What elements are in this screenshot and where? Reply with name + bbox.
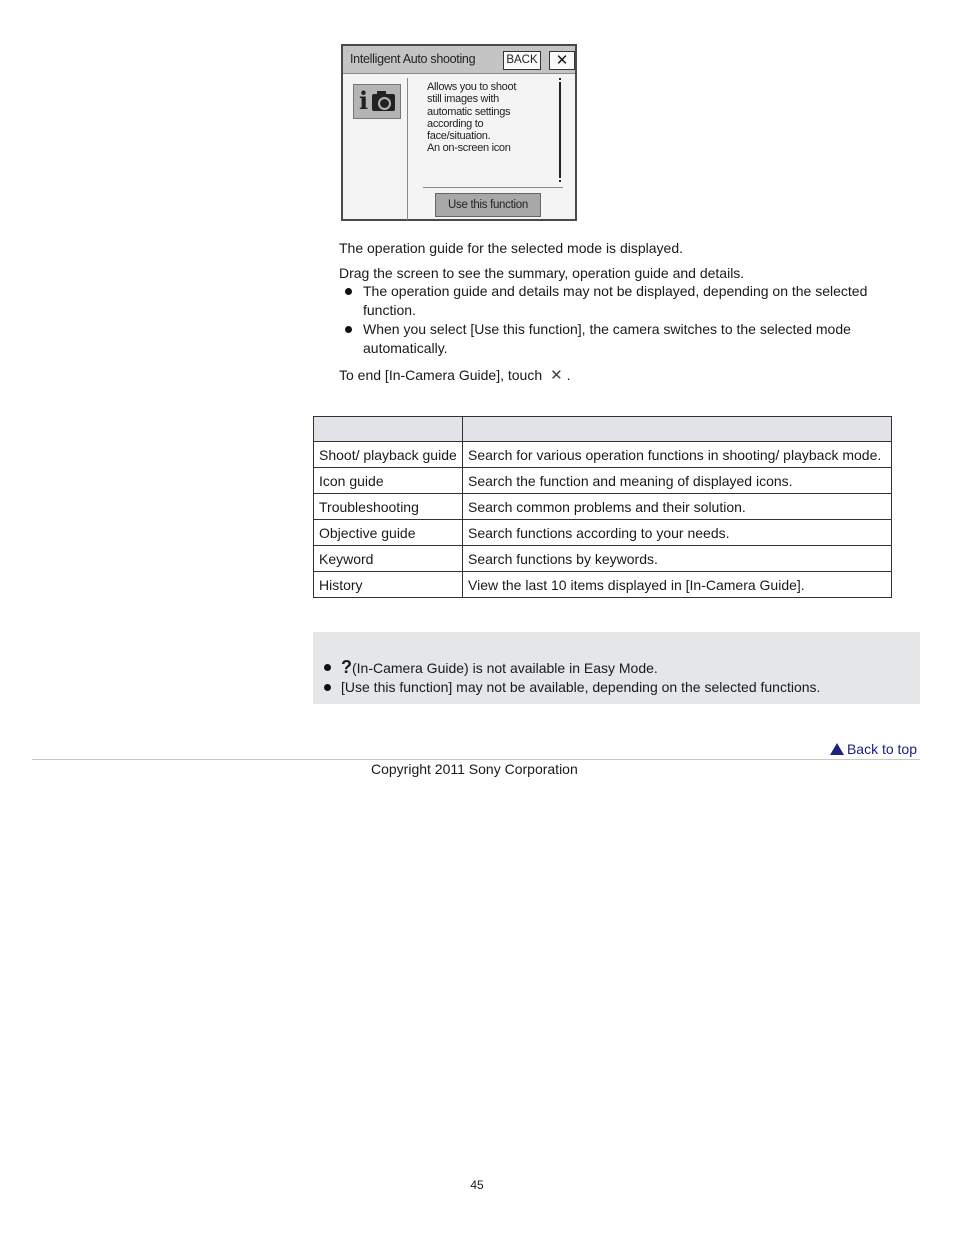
paragraph-end-guide	[339, 366, 570, 385]
camera-screen-divider	[407, 78, 408, 220]
table-cell-description: Search common problems and their solution.	[463, 494, 892, 520]
table-row	[314, 546, 892, 572]
question-mark-icon: ?	[341, 657, 352, 677]
copyright-text: Copyright 2011 Sony Corporation	[371, 761, 578, 777]
camera-close-icon: ✕	[549, 51, 575, 70]
list-item: When you select [Use this function], the camera switches to the selected mode automatically.	[339, 320, 899, 358]
guide-functions-table	[313, 416, 892, 598]
paragraph-drag-screen: Drag the screen to see the summary, operation guide and details.	[339, 265, 745, 281]
end-guide-text: To end [In-Camera Guide], touch	[339, 367, 543, 383]
table-cell-name: Icon guide	[314, 468, 463, 494]
camera-screen-description: Allows you to shoot still images with automatic settings according to face/situation. An on-screen icon	[427, 81, 517, 155]
table-row	[314, 442, 892, 468]
table-row	[314, 520, 892, 546]
table-cell-name: History	[314, 572, 463, 598]
up-triangle-icon	[830, 743, 844, 755]
camera-screen-title: Intelligent Auto shooting	[350, 52, 476, 66]
table-row	[314, 468, 892, 494]
table-cell-description: Search the function and meaning of displayed icons.	[463, 468, 892, 494]
table-cell-name: Shoot/ playback guide	[314, 442, 463, 468]
table-cell-description: Search functions by keywords.	[463, 546, 892, 572]
table-header-cell	[463, 417, 892, 442]
use-this-function-button: Use this function	[435, 193, 541, 217]
list-item	[321, 658, 911, 678]
table-header-cell	[314, 417, 463, 442]
list-item: The operation guide and details may not be displayed, depending on the selected function.	[339, 282, 899, 320]
close-x-icon: ✕	[550, 367, 563, 384]
note-box	[313, 632, 920, 704]
table-row	[314, 572, 892, 598]
intelligent-auto-camera-icon: i	[353, 84, 401, 119]
table-header-row	[314, 417, 892, 442]
table-cell-name: Troubleshooting	[314, 494, 463, 520]
note-text: (In-Camera Guide) is not available in Easy Mode.	[352, 660, 658, 676]
notes-bullet-list	[339, 282, 899, 358]
table-cell-name: Objective guide	[314, 520, 463, 546]
footer-divider	[32, 759, 920, 760]
page-number: 45	[470, 1178, 484, 1192]
camera-back-button: BACK	[503, 51, 541, 70]
end-guide-period: .	[566, 367, 571, 383]
camera-screen-illustration	[341, 44, 577, 221]
table-cell-description: Search functions according to your needs.	[463, 520, 892, 546]
camera-scrollbar	[559, 82, 561, 178]
list-item: [Use this function] may not be available, depending on the selected functions.	[321, 678, 911, 697]
back-to-top-link[interactable]	[830, 741, 917, 757]
table-cell-name: Keyword	[314, 546, 463, 572]
paragraph-operation-guide: The operation guide for the selected mode is displayed.	[339, 240, 683, 256]
note-list	[321, 658, 911, 697]
table-row	[314, 494, 892, 520]
table-cell-description: View the last 10 items displayed in [In-Camera Guide].	[463, 572, 892, 598]
camera-screen-header	[343, 46, 575, 74]
back-to-top-label: Back to top	[846, 741, 917, 757]
table-cell-description: Search for various operation functions in shooting/ playback mode.	[463, 442, 892, 468]
